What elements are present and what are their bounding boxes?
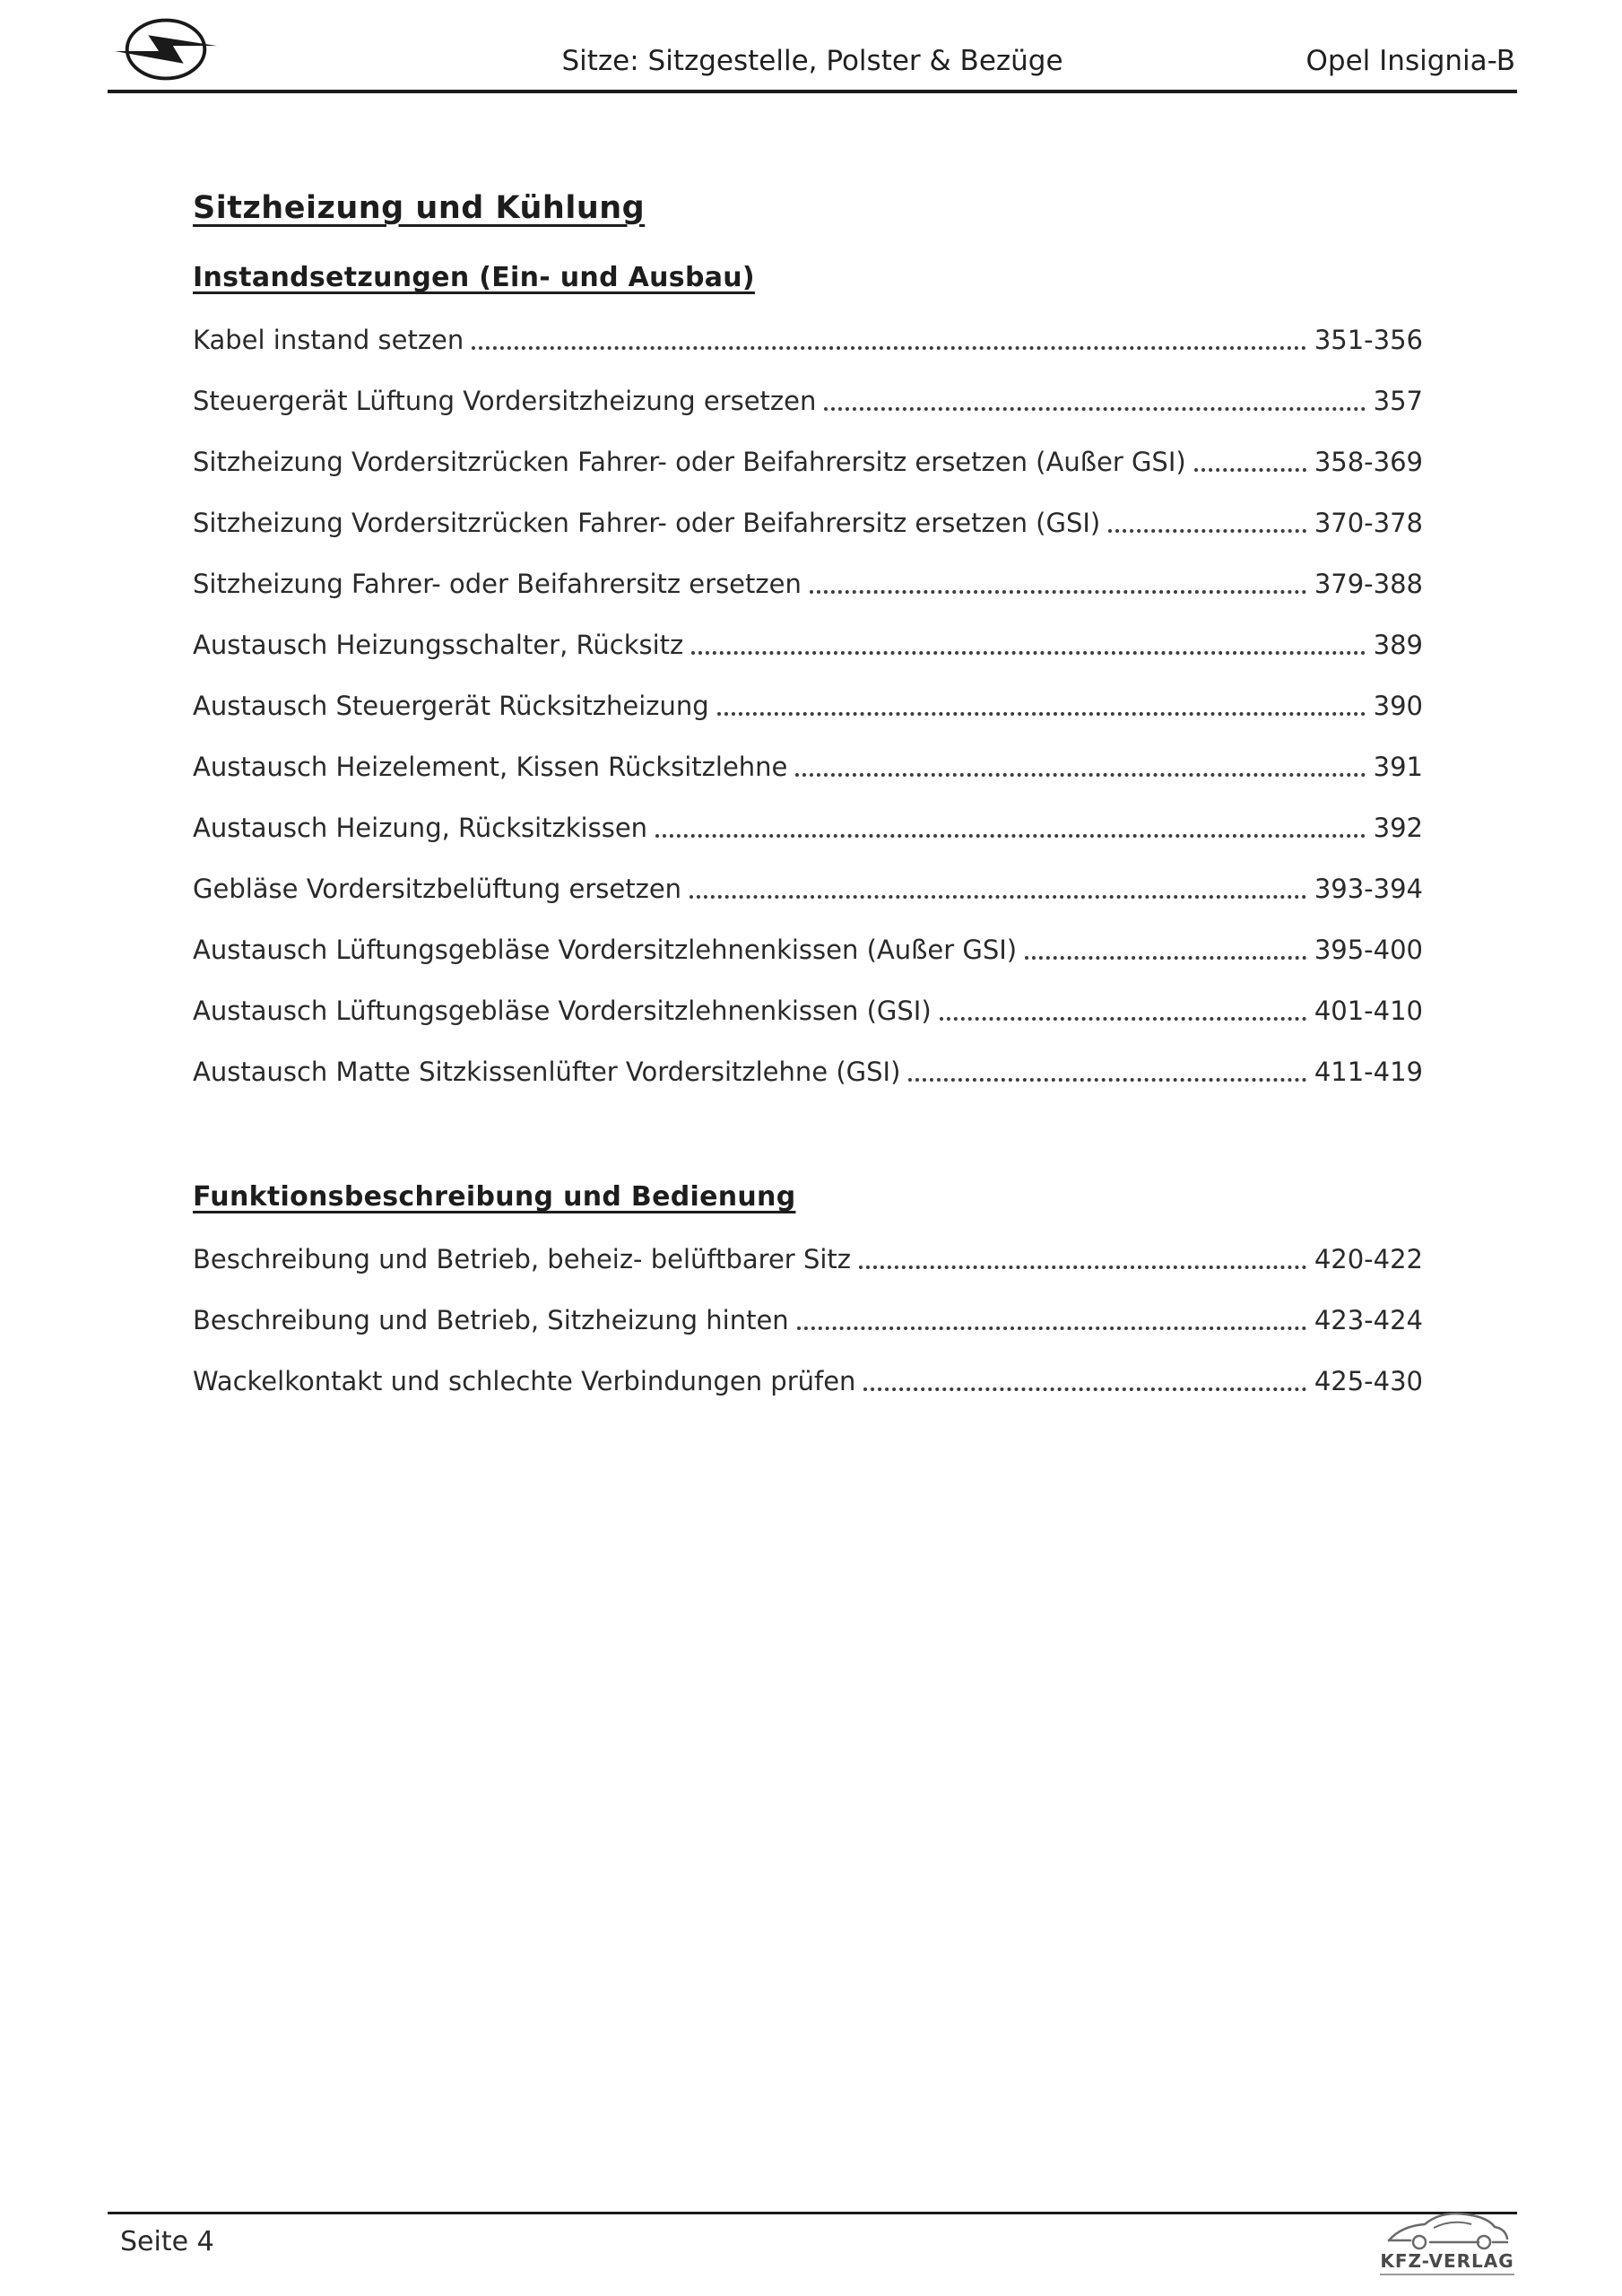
toc-entry-label: Austausch Heizelement, Kissen Rücksitzlehne — [193, 751, 788, 782]
toc-entry — [193, 489, 1423, 550]
toc-entry-pages: 389 — [1373, 629, 1423, 660]
toc-entry — [193, 1347, 1423, 1408]
toc-entry-label: Austausch Heizung, Rücksitzkissen — [193, 812, 648, 843]
toc-entry-pages: 391 — [1373, 751, 1423, 782]
toc-entry-pages: 411-419 — [1314, 1056, 1423, 1087]
publisher-name: KFZ-VERLAG — [1380, 2250, 1514, 2272]
dot-leader — [472, 346, 1306, 350]
toc-entry-label: Beschreibung und Betrieb, beheiz- belüftbarer Sitz — [193, 1243, 852, 1274]
page-title: Sitzheizung und Kühlung — [193, 190, 646, 226]
toc-entry-pages: 392 — [1373, 812, 1423, 843]
toc-entry-pages: 357 — [1373, 385, 1423, 416]
toc-content — [193, 190, 1423, 1413]
section-heading: Instandsetzungen (Ein- und Ausbau) — [193, 262, 755, 293]
toc-entry-pages: 379-388 — [1314, 568, 1423, 599]
toc-entry-label: Austausch Lüftungsgebläse Vordersitzlehnenkissen (GSI) — [193, 995, 932, 1026]
toc-entry-label: Steuergerät Lüftung Vordersitzheizung ersetzen — [193, 385, 817, 416]
toc-entry-label: Kabel instand setzen — [193, 324, 464, 355]
toc-entry-label: Beschreibung und Betrieb, Sitzheizung hinten — [193, 1304, 789, 1335]
toc-entry-label: Wackelkontakt und schlechte Verbindungen prüfen — [193, 1365, 856, 1396]
dot-leader — [863, 1387, 1305, 1391]
dot-leader — [691, 651, 1365, 655]
toc-entry — [193, 855, 1423, 916]
page-number-label: Seite 4 — [120, 2226, 214, 2257]
toc-entry — [193, 1225, 1423, 1286]
dot-leader — [655, 834, 1366, 838]
toc-entry — [193, 977, 1423, 1038]
toc-entry-pages: 351-356 — [1314, 324, 1423, 355]
toc-entry-pages: 423-424 — [1314, 1304, 1423, 1335]
toc-entry — [193, 916, 1423, 977]
toc-entry-pages: 393-394 — [1314, 873, 1423, 904]
dot-leader — [824, 407, 1365, 411]
toc-entry — [193, 794, 1423, 855]
dot-leader — [1025, 956, 1306, 960]
toc-entry-list — [193, 1225, 1423, 1408]
toc-entry-label: Gebläse Vordersitzbelüftung ersetzen — [193, 873, 682, 904]
toc-entry-pages: 390 — [1373, 690, 1423, 721]
dot-leader — [810, 590, 1306, 594]
toc-entry-pages: 401-410 — [1314, 995, 1423, 1026]
toc-entry-pages: 420-422 — [1314, 1243, 1423, 1274]
dot-leader — [859, 1265, 1306, 1269]
dot-leader — [717, 712, 1366, 716]
vehicle-model-title: Opel Insignia-B — [1305, 45, 1515, 77]
toc-entry — [193, 733, 1423, 794]
toc-entry-pages: 395-400 — [1314, 934, 1423, 965]
toc-entry-label: Sitzheizung Vordersitzrücken Fahrer- oder Beifahrersitz ersetzen (GSI) — [193, 507, 1101, 538]
toc-entry — [193, 1038, 1423, 1099]
dot-leader — [797, 1326, 1306, 1330]
toc-entry-list — [193, 306, 1423, 1099]
toc-entry-pages: 425-430 — [1314, 1365, 1423, 1396]
toc-entry — [193, 550, 1423, 611]
dot-leader — [1108, 529, 1306, 533]
toc-entry-label: Austausch Steuergerät Rücksitzheizung — [193, 690, 709, 721]
toc-entry — [193, 306, 1423, 367]
toc-entry-label: Austausch Lüftungsgebläse Vordersitzlehnenkissen (Außer GSI) — [193, 934, 1018, 965]
car-sketch-icon — [1380, 2205, 1514, 2251]
toc-sections — [193, 262, 1423, 1408]
toc-entry-label: Austausch Heizungsschalter, Rücksitz — [193, 629, 684, 660]
dot-leader — [908, 1078, 1305, 1082]
toc-entry — [193, 611, 1423, 672]
footer-divider — [108, 2212, 1517, 2214]
toc-entry — [193, 1286, 1423, 1347]
toc-entry — [193, 672, 1423, 733]
toc-section — [193, 1181, 1423, 1408]
dot-leader — [940, 1017, 1306, 1021]
toc-entry — [193, 428, 1423, 489]
toc-entry-pages: 358-369 — [1314, 446, 1423, 477]
toc-section — [193, 262, 1423, 1099]
dot-leader — [690, 895, 1306, 899]
page-header — [108, 0, 1517, 93]
toc-entry-pages: 370-378 — [1314, 507, 1423, 538]
toc-entry-label: Austausch Matte Sitzkissenlüfter Vordersitzlehne (GSI) — [193, 1056, 901, 1087]
toc-entry-label: Sitzheizung Vordersitzrücken Fahrer- oder Beifahrersitz ersetzen (Außer GSI) — [193, 446, 1186, 477]
publisher-logo — [1380, 2205, 1514, 2275]
publisher-tagline-line — [1380, 2274, 1514, 2275]
dot-leader — [1194, 468, 1306, 472]
opel-blitz-logo-icon — [113, 14, 219, 84]
toc-entry — [193, 367, 1423, 428]
document-title: Sitze: Sitzgestelle, Polster & Bezüge — [561, 45, 1063, 77]
toc-entry-label: Sitzheizung Fahrer- oder Beifahrersitz ersetzen — [193, 568, 802, 599]
dot-leader — [795, 773, 1365, 777]
section-heading: Funktionsbeschreibung und Bedienung — [193, 1181, 796, 1213]
